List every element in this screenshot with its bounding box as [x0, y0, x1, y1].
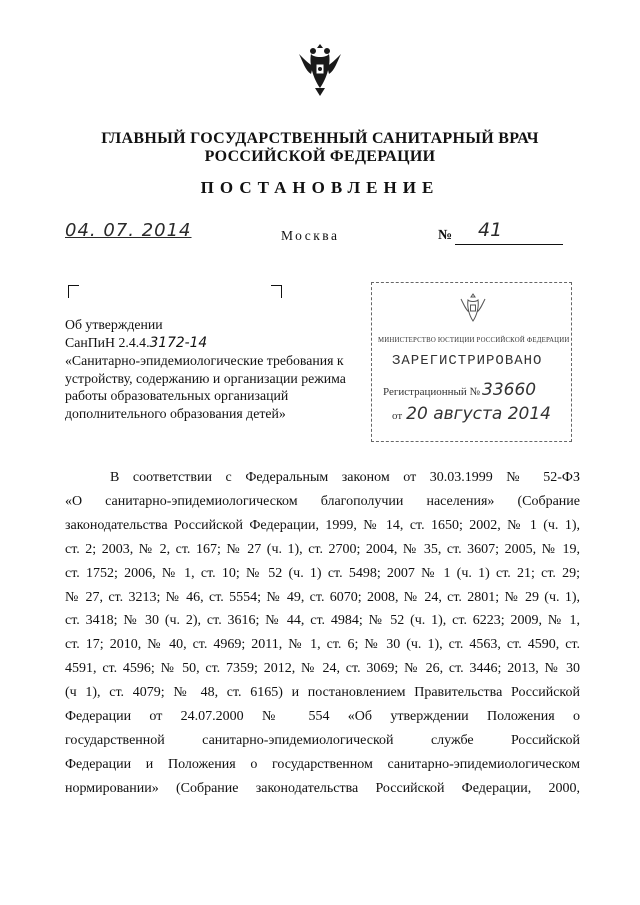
- sanpin-number: 3172-14: [149, 334, 208, 351]
- decree-body: [65, 466, 580, 801]
- body-line: государственной санитарно-эпидемиологической службе Российской: [65, 732, 580, 748]
- issue-city: Москва: [281, 228, 340, 243]
- issuer-title-line1: ГЛАВНЫЙ ГОСУДАРСТВЕННЫЙ САНИТАРНЫЙ ВРАЧ: [101, 130, 539, 147]
- subject-corner-right: [271, 285, 282, 298]
- document-type: ПОСТАНОВЛЕНИЕ: [200, 178, 440, 197]
- body-line: законодательства Российской Федерации, 1999, № 14, ст. 1650; 2002, № 1 (ч. 1),: [65, 517, 580, 533]
- stamp-reg-number: 33660: [482, 380, 537, 400]
- stamp-reg-label: Регистрационный №: [383, 386, 481, 398]
- issuer-title-line2: РОССИЙСКОЙ ФЕДЕРАЦИИ: [204, 148, 436, 165]
- state-emblem-icon: [291, 40, 349, 98]
- body-line: ст. 3418; № 30 (ч. 2), ст. 3616; № 44, ст. 4984; № 52 (ч. 1), ст. 6223; 2009, № 1,: [65, 613, 580, 629]
- subject-line: устройству, содержанию и организации режима: [65, 370, 346, 386]
- stamp-registration-number: [383, 380, 536, 400]
- decree-number: 41: [478, 219, 503, 241]
- sanpin-prefix: СанПиН 2.4.4.: [65, 334, 150, 350]
- number-label: №: [438, 228, 453, 243]
- subject-line: «Санитарно-эпидемиологические требования к: [65, 353, 344, 369]
- decree-date: 04. 07. 2014: [65, 220, 192, 241]
- body-line: 4591, ст. 4596; № 50, ст. 7359; 2012, № 24, ст. 3069; № 26, ст. 3446; 2013, № 30: [65, 661, 580, 677]
- subject-line: Об утверждении: [65, 317, 163, 332]
- body-line: (ч 1), ст. 4079; № 48, ст. 6165) и постановлением Правительства Российской: [65, 685, 580, 701]
- stamp-reg-date: 20 августа 2014: [406, 404, 551, 424]
- decree-subject: [65, 316, 365, 423]
- body-line: Федерации и Положения о государственном санитарно-эпидемиологическом: [65, 756, 580, 772]
- body-line: «О санитарно-эпидемиологическом благополучии населения» (Собрание: [65, 493, 580, 509]
- registration-stamp: [371, 282, 572, 442]
- subject-line: работы образовательных организаций: [65, 388, 289, 404]
- stamp-from-label: от: [392, 410, 403, 422]
- body-line: нормировании» (Собрание законодательства Российской Федерации, 2000,: [65, 780, 580, 796]
- stamp-registration-date: [392, 404, 551, 424]
- subject-corner-left: [68, 285, 79, 298]
- subject-sanpin: [65, 334, 365, 353]
- stamp-organization: МИНИСТЕРСТВО ЮСТИЦИИ РОССИЙСКОЙ ФЕДЕРАЦИИ: [378, 337, 570, 344]
- body-line: ст. 2; 2003, № 2, ст. 167; № 27 (ч. 1), ст. 2700; 2004, № 35, ст. 3607; 2005, № 19,: [65, 541, 580, 557]
- body-line: В соответствии с Федеральным законом от 30.03.1999 № 52-ФЗ: [110, 470, 580, 485]
- number-underline: [455, 244, 563, 245]
- body-line: № 27, ст. 3213; № 46, ст. 5554; № 49, ст. 6070; 2008, № 24, ст. 2801; № 29 (ч. 1),: [65, 589, 580, 605]
- stamp-emblem-icon: [457, 291, 489, 325]
- stamp-registered: ЗАРЕГИСТРИРОВАНО: [392, 353, 543, 369]
- body-line: ст. 17; 2010, № 40, ст. 4969; 2011, № 1, ст. 6; № 30 (ч. 1), ст. 4563, ст. 4590, ст.: [65, 637, 580, 653]
- subject-line: дополнительного образования детей»: [65, 405, 286, 421]
- body-line: ст. 1752; 2006, № 1, ст. 10; № 52 (ч. 1) ст. 5498; 2007 № 1 (ч. 1) ст. 21; ст. 29;: [65, 565, 580, 581]
- body-line: Федерации от 24.07.2000 № 554 «Об утверждении Положения о: [65, 709, 580, 725]
